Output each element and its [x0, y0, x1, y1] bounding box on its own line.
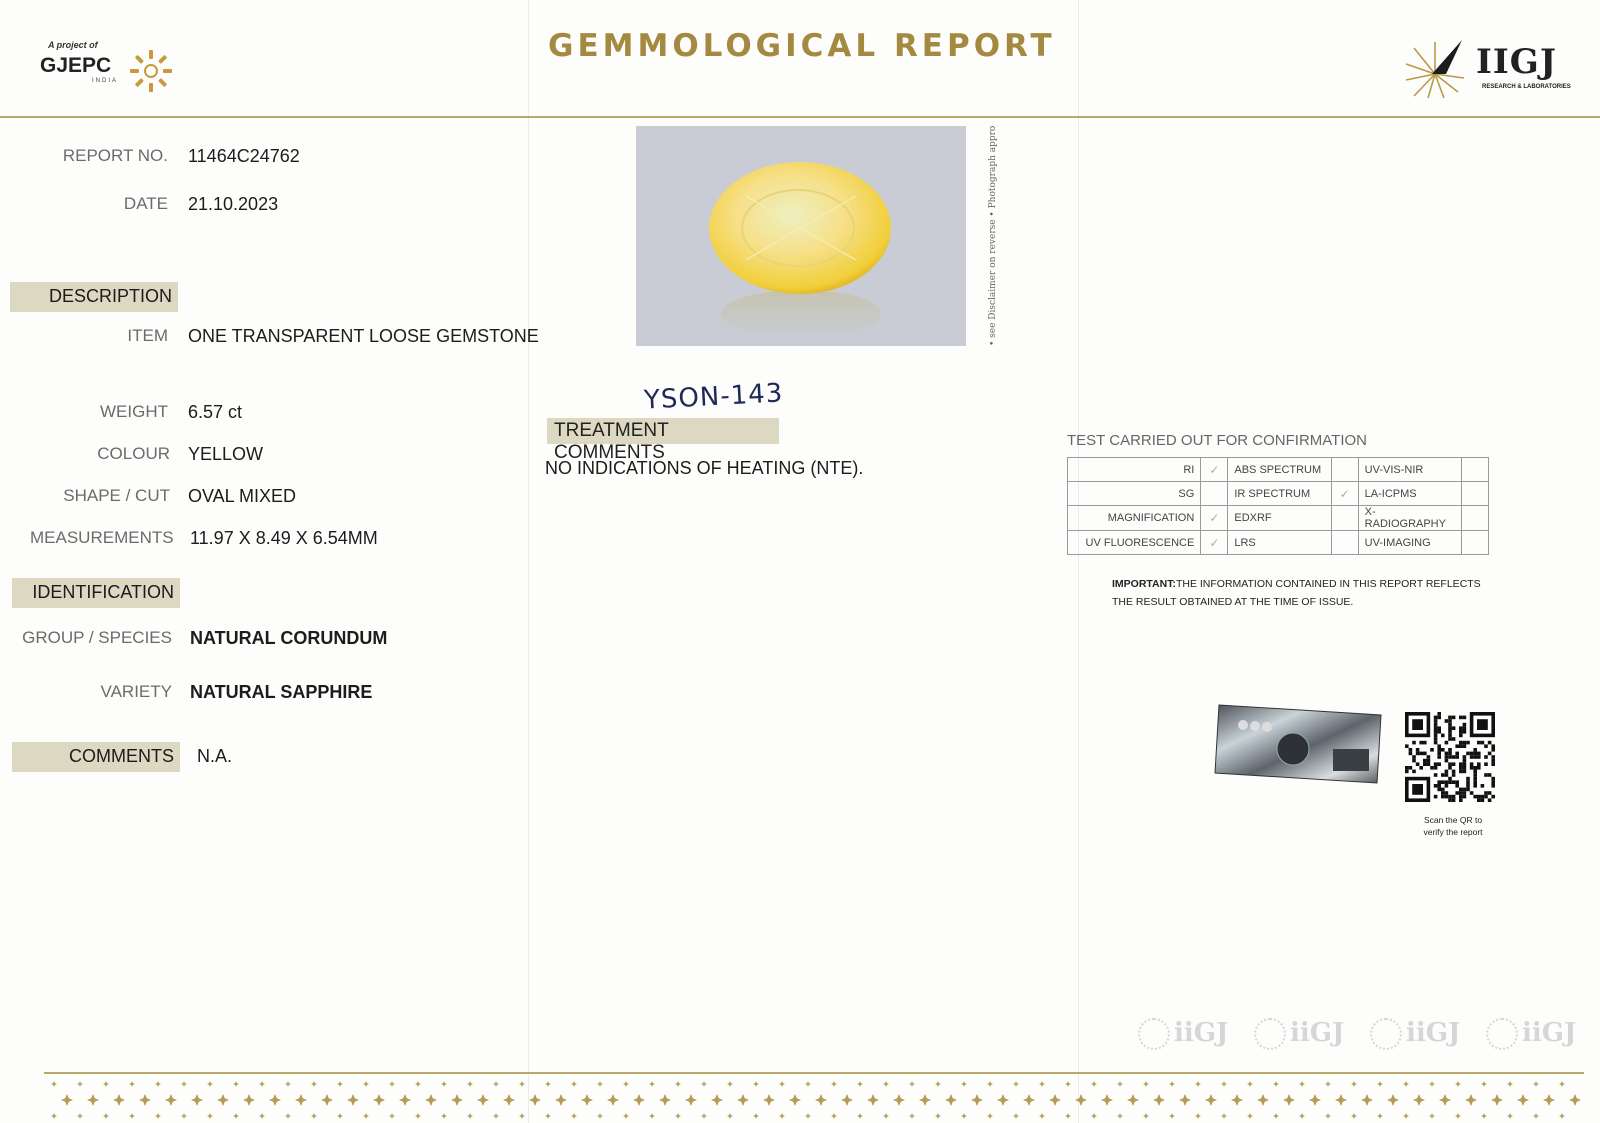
gjepc-country: INDIA: [92, 78, 119, 84]
important-note: [1112, 575, 1492, 611]
watermark-text: iiGJ: [1406, 1018, 1461, 1048]
variety-label: VARIETY: [100, 682, 172, 701]
treatment-heading: TREATMENT COMMENTS: [547, 418, 779, 444]
test-check: [1201, 482, 1228, 506]
colour-label: COLOUR: [97, 444, 170, 463]
comments-heading: COMMENTS: [12, 742, 180, 772]
iigj-subtitle: RESEARCH & LABORATORIES: [1482, 84, 1571, 90]
important-text: THE INFORMATION CONTAINED IN THIS REPORT REFLECTS THE RESULT OBTAINED AT THE TIME OF ISSUE.: [1112, 578, 1481, 608]
tests-title: TEST CARRIED OUT FOR CONFIRMATION: [1067, 432, 1368, 449]
iigj-name: IIGJ: [1476, 42, 1557, 82]
test-name: SG: [1068, 482, 1201, 506]
test-check: ✓: [1331, 482, 1358, 506]
item-label: ITEM: [127, 326, 168, 345]
gjepc-tagline: A project of: [48, 40, 98, 50]
fold-line: [528, 0, 529, 1123]
test-name: LRS: [1228, 531, 1331, 555]
test-name: LA-ICPMS: [1358, 482, 1461, 506]
test-check: [1331, 506, 1358, 531]
test-name: UV FLUORESCENCE: [1068, 531, 1201, 555]
colour-value: YELLOW: [188, 444, 264, 464]
gjepc-logo: [40, 38, 180, 98]
iigj-logo: [1402, 28, 1582, 104]
gemstone-image: [636, 126, 966, 346]
watermark-logo: [1134, 1014, 1238, 1054]
watermark-logo: [1366, 1014, 1470, 1054]
test-name: MAGNIFICATION: [1068, 506, 1201, 531]
test-check: [1331, 458, 1358, 482]
test-check: ✓: [1201, 531, 1228, 555]
test-check: ✓: [1201, 506, 1228, 531]
test-name: UV-IMAGING: [1358, 531, 1461, 555]
watermark-text: iiGJ: [1290, 1018, 1345, 1048]
footer-divider: [44, 1072, 1584, 1074]
test-check: [1461, 506, 1488, 531]
measurements-value: 11.97 X 8.49 X 6.54MM: [190, 528, 378, 548]
identification-heading: IDENTIFICATION: [12, 578, 180, 608]
test-check: [1461, 482, 1488, 506]
test-name: RI: [1068, 458, 1201, 482]
hologram-seal: [1213, 697, 1385, 787]
gjepc-name: GJEPC: [40, 54, 112, 77]
test-name: IR SPECTRUM: [1228, 482, 1331, 506]
photo-disclaimer: • see Disclaimer on reverse • Photograph approx.: [988, 126, 998, 346]
group-value: NATURAL CORUNDUM: [190, 628, 388, 648]
fold-line: [1078, 0, 1079, 1123]
header-divider: [0, 116, 1600, 118]
watermark-text: iiGJ: [1522, 1018, 1577, 1048]
date-value: 21.10.2023: [188, 194, 279, 214]
test-name: X-RADIOGRAPHY: [1358, 506, 1461, 531]
footer-star-border: [44, 1078, 1584, 1123]
report-no-label: REPORT NO.: [62, 146, 168, 165]
test-name: EDXRF: [1228, 506, 1331, 531]
gjepc-sun-icon: [128, 48, 174, 94]
watermark-logo: [1482, 1014, 1586, 1054]
comments-value: N.A.: [197, 746, 233, 766]
qr-caption-line1: Scan the QR to: [1423, 815, 1483, 825]
qr-caption-line2: verify the report: [1423, 827, 1483, 837]
handwritten-note: YSON-143: [643, 378, 785, 416]
test-check: [1461, 531, 1488, 555]
treatment-text: NO INDICATIONS OF HEATING (NTE).: [545, 458, 864, 478]
tests-table: [1067, 457, 1489, 555]
group-label: GROUP / SPECIES: [22, 628, 172, 647]
date-label: DATE: [123, 194, 168, 213]
watermark-logo: [1250, 1014, 1354, 1054]
variety-value: NATURAL SAPPHIRE: [190, 682, 373, 702]
verification-qr-code[interactable]: [1405, 712, 1495, 802]
test-name: ABS SPECTRUM: [1228, 458, 1331, 482]
tests-row: [1068, 458, 1489, 482]
shape-label: SHAPE / CUT: [63, 486, 170, 505]
page-title: GEMMOLOGICAL REPORT: [548, 28, 1056, 64]
test-name: UV-VIS-NIR: [1358, 458, 1461, 482]
description-heading: DESCRIPTION: [10, 282, 178, 312]
watermark-text: iiGJ: [1174, 1018, 1229, 1048]
test-check: ✓: [1201, 458, 1228, 482]
report-no-value: 11464C24762: [188, 146, 300, 166]
qr-caption: [1408, 814, 1498, 838]
tests-row: [1068, 482, 1489, 506]
measurements-label: MEASUREMENTS: [30, 528, 174, 547]
shape-value: OVAL MIXED: [188, 486, 297, 506]
item-value: ONE TRANSPARENT LOOSE GEMSTONE: [188, 326, 539, 346]
weight-label: WEIGHT: [100, 402, 168, 421]
test-check: [1461, 458, 1488, 482]
iigj-burst-icon: [1402, 34, 1468, 100]
photo-side-note: [985, 126, 999, 346]
gemstone-photo: [636, 126, 966, 346]
weight-value: 6.57 ct: [188, 402, 243, 422]
tests-row: [1068, 531, 1489, 555]
tests-row: [1068, 506, 1489, 531]
important-label: IMPORTANT:: [1112, 578, 1176, 590]
test-check: [1331, 531, 1358, 555]
